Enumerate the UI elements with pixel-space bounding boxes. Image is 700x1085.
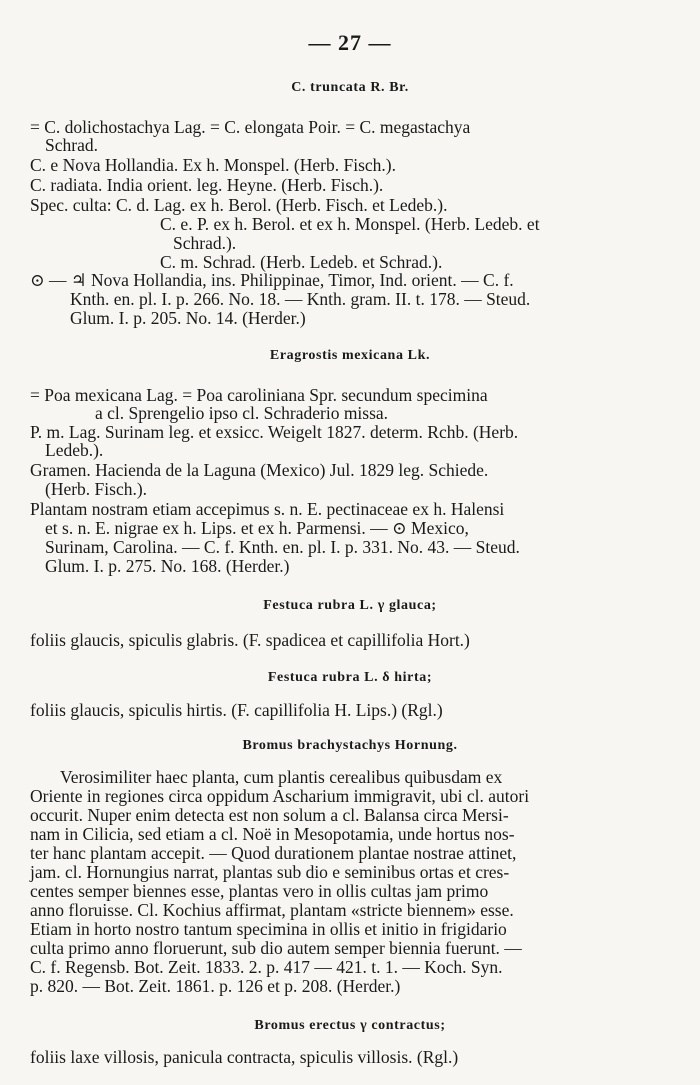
page-number: — 27 — (308, 30, 392, 55)
text-line: et s. n. E. nigrae ex h. Lips. et ex h. Parmensi. — ⊙ Mexico, (45, 518, 469, 538)
text-line: nam in Cilicia, sed etiam a cl. Noë in Mesopotamia, unde hortus nos- (30, 824, 515, 844)
text-line: foliis glaucis, spiculis glabris. (F. spadicea et capillifolia Hort.) (30, 630, 470, 650)
section-heading: Bromus erectus γ contractus; (254, 1018, 446, 1033)
section-heading: Festuca rubra L. γ glauca; (263, 598, 437, 613)
text-line: Etiam in horto nostro tantum specimina in ollis et initio in frigidario (30, 919, 507, 939)
text-line: Knth. en. pl. I. p. 266. No. 18. — Knth. gram. II. t. 178. — Steud. (70, 289, 531, 309)
text-line: Glum. I. p. 275. No. 168. (Herder.) (45, 556, 290, 576)
text-line: Plantam nostram etiam accepimus s. n. E. pectinaceae ex h. Halensi (30, 499, 505, 519)
section-heading: Eragrostis mexicana Lk. (269, 348, 431, 363)
text-line: Gramen. Hacienda de la Laguna (Mexico) Jul. 1829 leg. Schiede. (30, 460, 489, 480)
text-line: Oriente in regiones circa oppidum Ascharium immigravit, ubi cl. autori (30, 786, 530, 806)
section-heading: Festuca rubra L. δ hirta; (267, 670, 433, 685)
text-line: C. e. P. ex h. Berol. et ex h. Monspel. (Herb. Ledeb. et (160, 214, 540, 234)
text-line: Spec. culta: C. d. Lag. ex h. Berol. (Herb. Fisch. et Ledeb.). (30, 195, 448, 215)
text-line: occurit. Nuper enim detecta est non solum a cl. Balansa circa Mersi- (30, 805, 509, 825)
text-line: C. radiata. India orient. leg. Heyne. (Herb. Fisch.). (30, 175, 384, 195)
text-line: ⊙ — ♃ Nova Hollandia, ins. Philippinae, Timor, Ind. orient. — C. f. (30, 270, 514, 290)
text-line: Schrad. (45, 135, 98, 155)
text-line: Schrad.). (173, 233, 237, 253)
text-line: C. m. Schrad. (Herb. Ledeb. et Schrad.). (160, 252, 443, 272)
text-line: a cl. Sprengelio ipso cl. Schraderio missa. (95, 403, 389, 423)
text-line: Surinam, Carolina. — C. f. Knth. en. pl. I. p. 331. No. 43. — Steud. (45, 537, 520, 557)
text-line: culta primo anno floruerunt, sub dio autem semper biennia fuerunt. — (30, 938, 522, 958)
text-line: p. 820. — Bot. Zeit. 1861. p. 126 et p. 208. (Herder.) (30, 976, 401, 996)
text-line: ter hanc plantam accepit. — Quod durationem plantae nostrae attinet, (30, 843, 517, 863)
text-line: = C. dolichostachya Lag. = C. elongata Poir. = C. megastachya (30, 117, 471, 137)
text-line: (Herb. Fisch.). (45, 479, 148, 499)
text-line: Ledeb.). (45, 440, 104, 460)
text-line: centes semper biennes esse, plantas vero in ollis cultas jam primo (30, 881, 489, 901)
text-line: Glum. I. p. 205. No. 14. (Herder.) (70, 308, 306, 328)
text-line: Verosimiliter haec planta, cum plantis cerealibus quibusdam ex (60, 767, 503, 787)
section-heading: C. truncata R. Br. (291, 80, 409, 95)
text-line: P. m. Lag. Surinam leg. et exsicc. Weigelt 1827. determ. Rchb. (Herb. (30, 422, 519, 442)
text-line: foliis laxe villosis, panicula contracta, spiculis villosis. (Rgl.) (30, 1047, 459, 1067)
text-line: = Poa mexicana Lag. = Poa caroliniana Spr. secundum specimina (30, 385, 488, 405)
text-line: C. e Nova Hollandia. Ex h. Monspel. (Herb. Fisch.). (30, 155, 396, 175)
text-line: foliis glaucis, spiculis hirtis. (F. capillifolia H. Lips.) (Rgl.) (30, 700, 443, 720)
text-line: anno floruisse. Cl. Kochius affirmat, plantam «stricte biennem» esse. (30, 900, 514, 920)
text-line: C. f. Regensb. Bot. Zeit. 1833. 2. p. 417 — 421. t. 1. — Koch. Syn. (30, 957, 503, 977)
section-heading: Bromus brachystachys Hornung. (242, 738, 458, 753)
text-line: jam. cl. Hornungius narrat, plantas sub dio e seminibus ortas et cres- (30, 862, 510, 882)
